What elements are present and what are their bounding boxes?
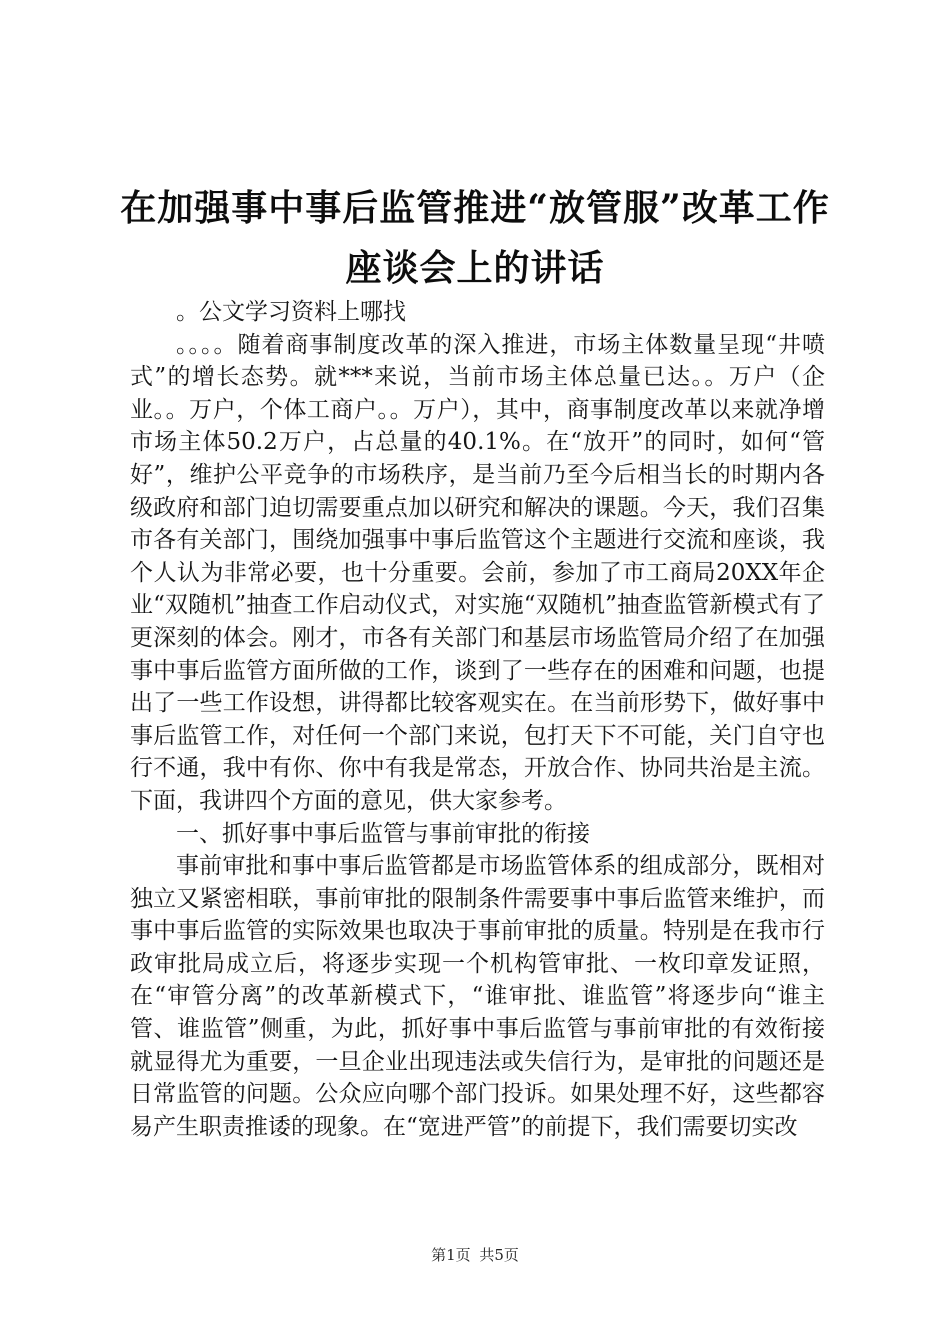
document-title-line-1: 在加强事中事后监管推进“放管服”改革工作 [120,187,830,229]
paragraph-source-note: 。公文学习资料上哪找 [176,299,406,325]
paragraph-intro: 。。。。随着商事制度改革的深入推进，市场主体数量呈现“井喷式”的增长态势。就***来说，当前市场主体总量已达。。万户（企业。。万户，个体工商户。。万户），其中，商事制度改革以来就净增市场主体50.2万户，占总量的40.1%。在“放开”的同时，如何“管好”，维护公平竞争的市场秩序，是当前乃至今后相当长的时期内各级政府和部门迫切需要重点加以研究和解决的课题。今天，我们召集市各有关部门，围绕加强事中事后监管这个主题进行交流和座谈，我个人认为非常必要，也十分重要。会前，参加了市工商局20XX年企业“双随机”抽查工作启动仪式，对实施“双随机”抽查监管新模式有了更深刻的体会。刚才，市各有关部门和基层市场监管局介绍了在加强事中事后监管方面所做的工作，谈到了一些存在的困难和问题，也提出了一些工作设想，讲得都比较客观实在。在当前形势下，做好事中事后监管工作，对任何一个部门来说，包打天下不可能，关门自守也行不通，我中有你、你中有我是常态，开放合作、协同共治是主流。下面，我讲四个方面的意见，供大家参考。 [130,331,825,814]
paragraph-section-1: 事前审批和事中事后监管都是市场监管体系的组成部分，既相对独立又紧密相联，事前审批的限制条件需要事中事后监管来维护，而事中事后监管的实际效果也取决于事前审批的质量。特别是在我市行政审批局成立后，将逐步实现一个机构管审批、一枚印章发证照，在“审管分离”的改革新模式下，“谁审批、谁监管”将逐步向“谁主管、谁监管”侧重，为此，抓好事中事后监管与事前审批的有效衔接就显得尤为重要，一旦企业出现违法或失信行为，是审批的问题还是日常监管的问题。公众应向哪个部门投诉。如果处理不好，这些都容易产生职责推诿的现象。在“宽进严管”的前提下，我们需要切实改 [130,853,825,1140]
page-number: 第1页 [431,1246,471,1264]
document-title-line-2: 座谈会上的讲话 [345,247,605,289]
page-footer [0,1244,950,1265]
document-body [130,296,825,1143]
section-heading-1: 一、抓好事中事后监管与事前审批的衔接 [176,820,590,847]
page-total: 共5页 [479,1246,519,1264]
